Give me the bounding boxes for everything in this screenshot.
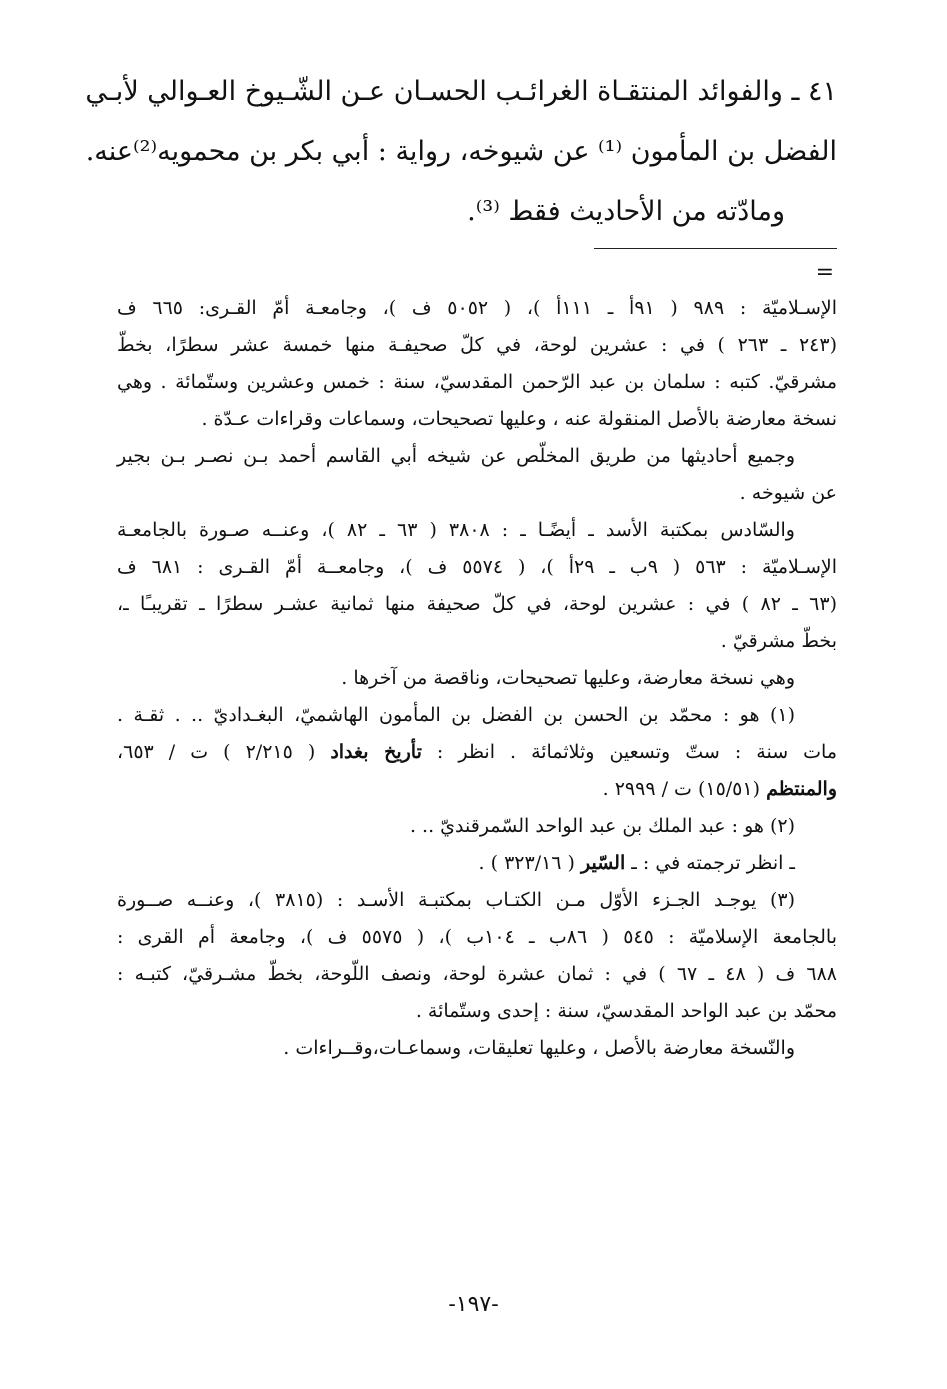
note-line: نسخة معارضة بالأصل المنقولة عنه ، وعليها تصحيحات، وسماعات وقراءات عـدّة . [201, 408, 837, 430]
note-text: ( ٢/٢١٥ ) ت / ٦٥٣، [117, 741, 331, 763]
note-line: بخطّ مشرقيّ . [720, 630, 837, 652]
page-number: -١٩٧- [448, 1292, 499, 1317]
note-line: (٦٣ ـ ٨٢ ) في : عشرين لوحة، في كلّ صحيفة منها ثمانية عشـر سطرًا ـ تقريبـًا ـ، [117, 593, 837, 615]
note-line: ٦٨٨ ف ( ٤٨ ـ ٦٧ ) في : ثمان عشرة لوحة، ونصف اللّوحة، بخطّ مشـرقيّ، كتبـه : [117, 963, 837, 985]
note-line: (٢٤٣ ـ ٢٦٣ ) في : عشرين لوحة، في كلّ صحيفـة منها خمسة عشر سطرًا، بخطّ [117, 334, 837, 356]
book-title: والمنتظم [766, 778, 837, 800]
note-line [117, 845, 837, 882]
book-title: السّير [581, 852, 626, 874]
note-text: مات سنة : ستّ وتسعين وثلاثمائة . انظر : [421, 741, 838, 763]
footnote-separator [594, 248, 837, 249]
entry-title-text: ٤١ ـ والفوائد المنتقـاة الغرائـب الحسـان عـن الشّـيوخ العـوالي لأبـي [85, 76, 837, 107]
footnote-3: (٣) يوجـد الجـزء الأوّل مـن الكتـاب بمكتبـة الأسـد : (٣٨١٥ )، وعنــه صــورة [117, 889, 795, 911]
note-line: والسّادس بمكتبة الأسد ـ أيضًـا ـ : ٣٨٠٨ ( ٦٣ ـ ٨٢ )، وعنــه صـورة بالجامعـة [117, 519, 795, 541]
note-line [117, 734, 837, 771]
book-title: تأريخ بغداد [330, 741, 422, 763]
note-text: ( ٣٢٣/١٦ ) . [478, 852, 582, 874]
footnote-1: (١) هو : محمّد بن الحسن بن الفضل بن المأمون الهاشميّ، البغـداديّ .. . ثقـة . [117, 704, 795, 726]
note-line: الإسـلاميّة : ٥٦٣ ( ٩ب ـ ٢٩أ )، ( ٥٥٧٤ ف )، وجامعــة أمّ القـرى : ٦٨١ ف [117, 556, 837, 578]
entry-41 [85, 62, 837, 242]
entry-line-2-text: الفضل بن المأمون ⁽¹⁾ عن شيوخه، رواية : أبي بكر بن محمويه⁽²⁾عنه. [85, 136, 837, 167]
note-line: الإسـلاميّة : ٩٨٩ ( ٩١أ ـ ١١١أ )، ( ٥٠٥٢ ف )، وجامعـة أمّ القـرى: ٦٦٥ ف [117, 297, 837, 319]
note-line: وجميع أحاديثها من طريق المخلّص عن شيخه أبي القاسم أحمد بـن نصـر بـن بجير [117, 445, 795, 467]
entry-line-3 [117, 182, 837, 242]
note-line: عن شيوخه . [739, 482, 837, 504]
entry-line-3-text: ومادّته من الأحاديث فقط ⁽³⁾. [467, 196, 785, 227]
continuation-mark: = [815, 260, 834, 285]
note-line: وهي نسخة معارضة، وعليها تصحيحات، وناقصة من آخرها . [341, 667, 795, 689]
note-line: بالجامعة الإسلاميّة : ٥٤٥ ( ٨٦ب ـ ١٠٤ب )، ( ٥٥٧٥ ف )، وجامعة أم القرى : [117, 926, 837, 948]
note-text: ـ انظر ترجمته في : ـ [625, 852, 795, 874]
note-line [117, 771, 837, 808]
note-line: محمّد بن عبد الواحد المقدسيّ، سنة : إحدى وستّمائة . [415, 1000, 837, 1022]
note-text: (١٥/٥١) ت / ٢٩٩٩ . [602, 778, 767, 800]
note-line: والنّسخة معارضة بالأصل ، وعليها تعليقات، وسماعـات،وقــراءات . [283, 1037, 795, 1059]
entry-line-2 [85, 122, 837, 182]
footnotes [117, 290, 837, 1067]
note-line: مشرقيّ. كتبه : سلمان بن عبد الرّحمن المقدسيّ، سنة : خمس وعشرين وستّمائة . وهي [117, 371, 837, 393]
entry-title-line [85, 62, 837, 122]
footnote-2: (٢) هو : عبد الملك بن عبد الواحد السّمرقنديّ .. . [409, 815, 795, 837]
